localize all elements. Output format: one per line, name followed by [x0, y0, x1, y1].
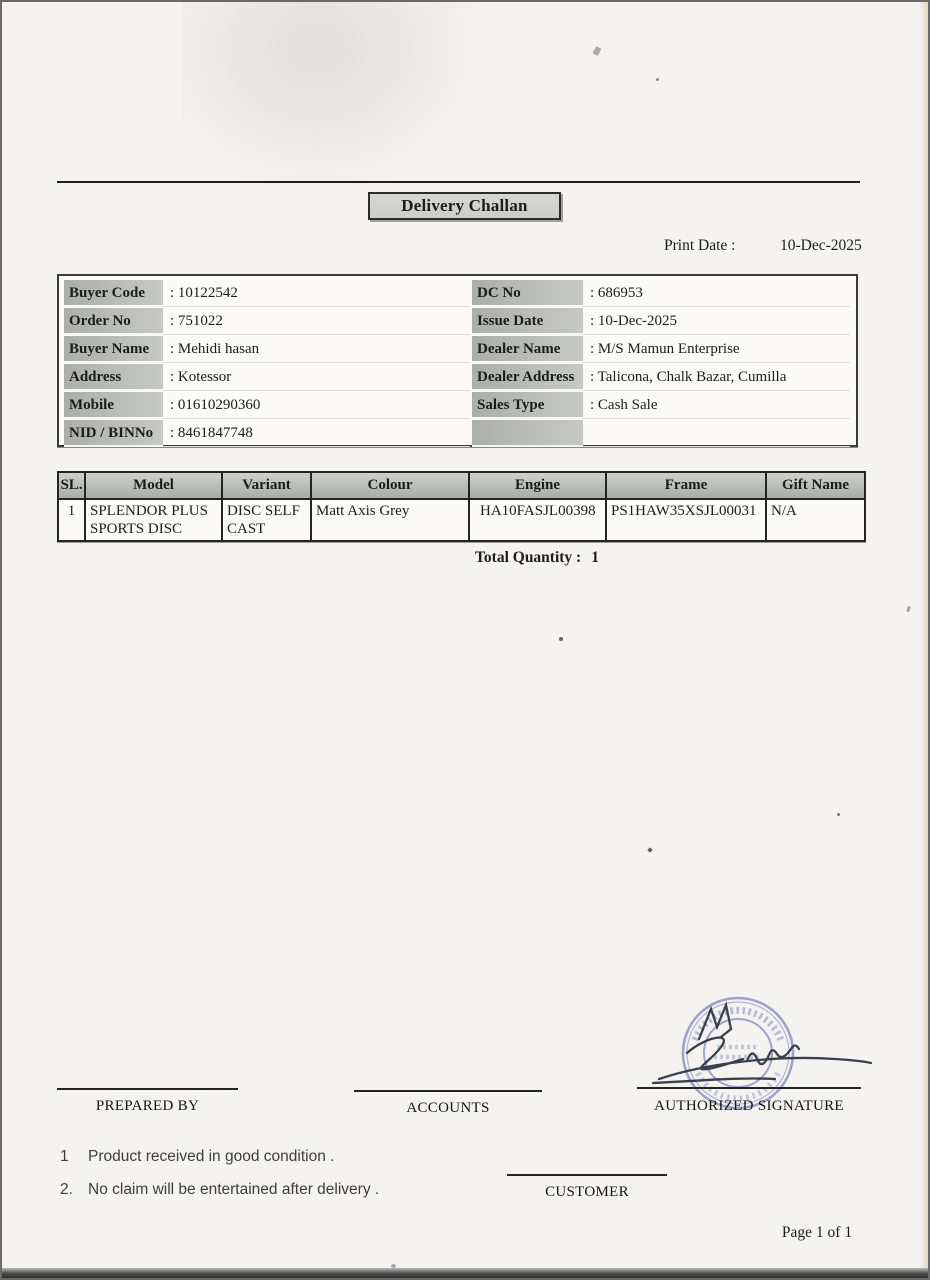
- scan-speck: [656, 78, 659, 81]
- info-row-buyer-code: [64, 280, 470, 307]
- cell-model: SPLENDOR PLUS SPORTS DISC: [85, 499, 222, 541]
- note-item: [60, 1181, 379, 1199]
- info-row-dealer-address: [472, 364, 850, 391]
- cell-engine: HA10FASJL00398: [469, 499, 606, 541]
- accounts-label: ACCOUNTS: [406, 1100, 490, 1116]
- info-row-issue-date: [472, 308, 850, 335]
- cell-gift: N/A: [766, 499, 865, 541]
- scan-speck: [837, 813, 840, 816]
- field-label: DC No: [472, 280, 583, 307]
- product-table-header-row: [58, 472, 865, 499]
- scan-speck: [559, 637, 563, 641]
- cell-variant: DISC SELF CAST: [222, 499, 311, 541]
- field-label: Mobile: [64, 392, 163, 419]
- field-label: Order No: [64, 308, 163, 335]
- scan-speck: [647, 847, 653, 853]
- page-title: Delivery Challan: [401, 196, 528, 215]
- page-number: Page 1 of 1: [781, 1224, 853, 1241]
- signature-ink: [647, 997, 882, 1092]
- info-row-order-no: [64, 308, 470, 335]
- field-label: Buyer Name: [64, 336, 163, 363]
- field-label: Issue Date: [472, 308, 583, 335]
- accounts-line: [354, 1090, 542, 1092]
- product-table: [57, 471, 866, 542]
- info-row-dealer-name: [472, 336, 850, 363]
- info-row-mobile: [64, 392, 470, 419]
- info-row-sales-type: [472, 392, 850, 419]
- col-header-frame: Frame: [606, 472, 766, 499]
- col-header-model: Model: [85, 472, 222, 499]
- note-text: No claim will be entertained after delivery .: [88, 1181, 380, 1198]
- field-label: Dealer Name: [472, 336, 583, 363]
- col-header-variant: Variant: [222, 472, 311, 499]
- customer-line: [507, 1174, 667, 1176]
- info-row-nid: [64, 420, 470, 447]
- authorized-signature-label: AUTHORIZED SIGNATURE: [654, 1098, 844, 1114]
- field-label: NID / BINNo: [64, 420, 163, 447]
- cell-frame: PS1HAW35XSJL00031: [606, 499, 766, 541]
- total-quantity-label: Total Quantity :: [475, 549, 582, 566]
- field-value: : Cash Sale: [583, 392, 850, 419]
- scanner-shadow: [182, 2, 482, 187]
- scan-speck: [592, 46, 601, 56]
- field-value: : 10122542: [163, 280, 470, 307]
- field-value: : 686953: [583, 280, 850, 307]
- note-item: [60, 1148, 334, 1166]
- note-number: 1: [60, 1148, 69, 1165]
- field-label: Address: [64, 364, 163, 391]
- field-label: Buyer Code: [64, 280, 163, 307]
- info-row-address: [64, 364, 470, 391]
- info-table: [57, 274, 858, 447]
- info-column-buyer: [64, 280, 470, 448]
- info-row-empty: [472, 420, 850, 447]
- authorized-signature-line: [637, 1087, 861, 1089]
- field-value: : 751022: [163, 308, 470, 335]
- prepared-by-line: [57, 1088, 238, 1090]
- scan-edge-tint: [919, 2, 928, 1278]
- customer-label: CUSTOMER: [545, 1184, 629, 1200]
- print-date-value: 10-Dec-2025: [780, 237, 862, 254]
- field-label: [472, 420, 583, 447]
- cell-sl: 1: [58, 499, 85, 541]
- note-text: Product received in good condition .: [88, 1148, 335, 1165]
- field-value: : Mehidi hasan: [163, 336, 470, 363]
- table-row: [58, 499, 865, 541]
- field-value: : 01610290360: [163, 392, 470, 419]
- field-value: [583, 420, 850, 447]
- field-label: Sales Type: [472, 392, 583, 419]
- field-value: : Kotessor: [163, 364, 470, 391]
- total-quantity: [402, 549, 672, 567]
- info-row-buyer-name: [64, 336, 470, 363]
- info-row-dc-no: [472, 280, 850, 307]
- prepared-by-label: PREPARED BY: [95, 1098, 200, 1114]
- field-label: Dealer Address: [472, 364, 583, 391]
- col-header-colour: Colour: [311, 472, 469, 499]
- field-value: : 8461847748: [163, 420, 470, 447]
- field-value: : Talicona, Chalk Bazar, Cumilla: [583, 364, 850, 391]
- total-quantity-value: 1: [591, 549, 599, 566]
- note-number: 2.: [60, 1181, 73, 1198]
- print-date-label: Print Date :: [664, 237, 736, 254]
- cell-colour: Matt Axis Grey: [311, 499, 469, 541]
- col-header-sl: SL.: [58, 472, 85, 499]
- scan-edge-bottom: [2, 1268, 928, 1278]
- col-header-gift: Gift Name: [766, 472, 865, 499]
- header-rule: [57, 181, 860, 183]
- col-header-engine: Engine: [469, 472, 606, 499]
- info-column-dealer: [472, 280, 850, 448]
- scan-speck: [906, 606, 911, 613]
- field-value: : M/S Mamun Enterprise: [583, 336, 850, 363]
- document-title-box: [368, 192, 561, 220]
- field-value: : 10-Dec-2025: [583, 308, 850, 335]
